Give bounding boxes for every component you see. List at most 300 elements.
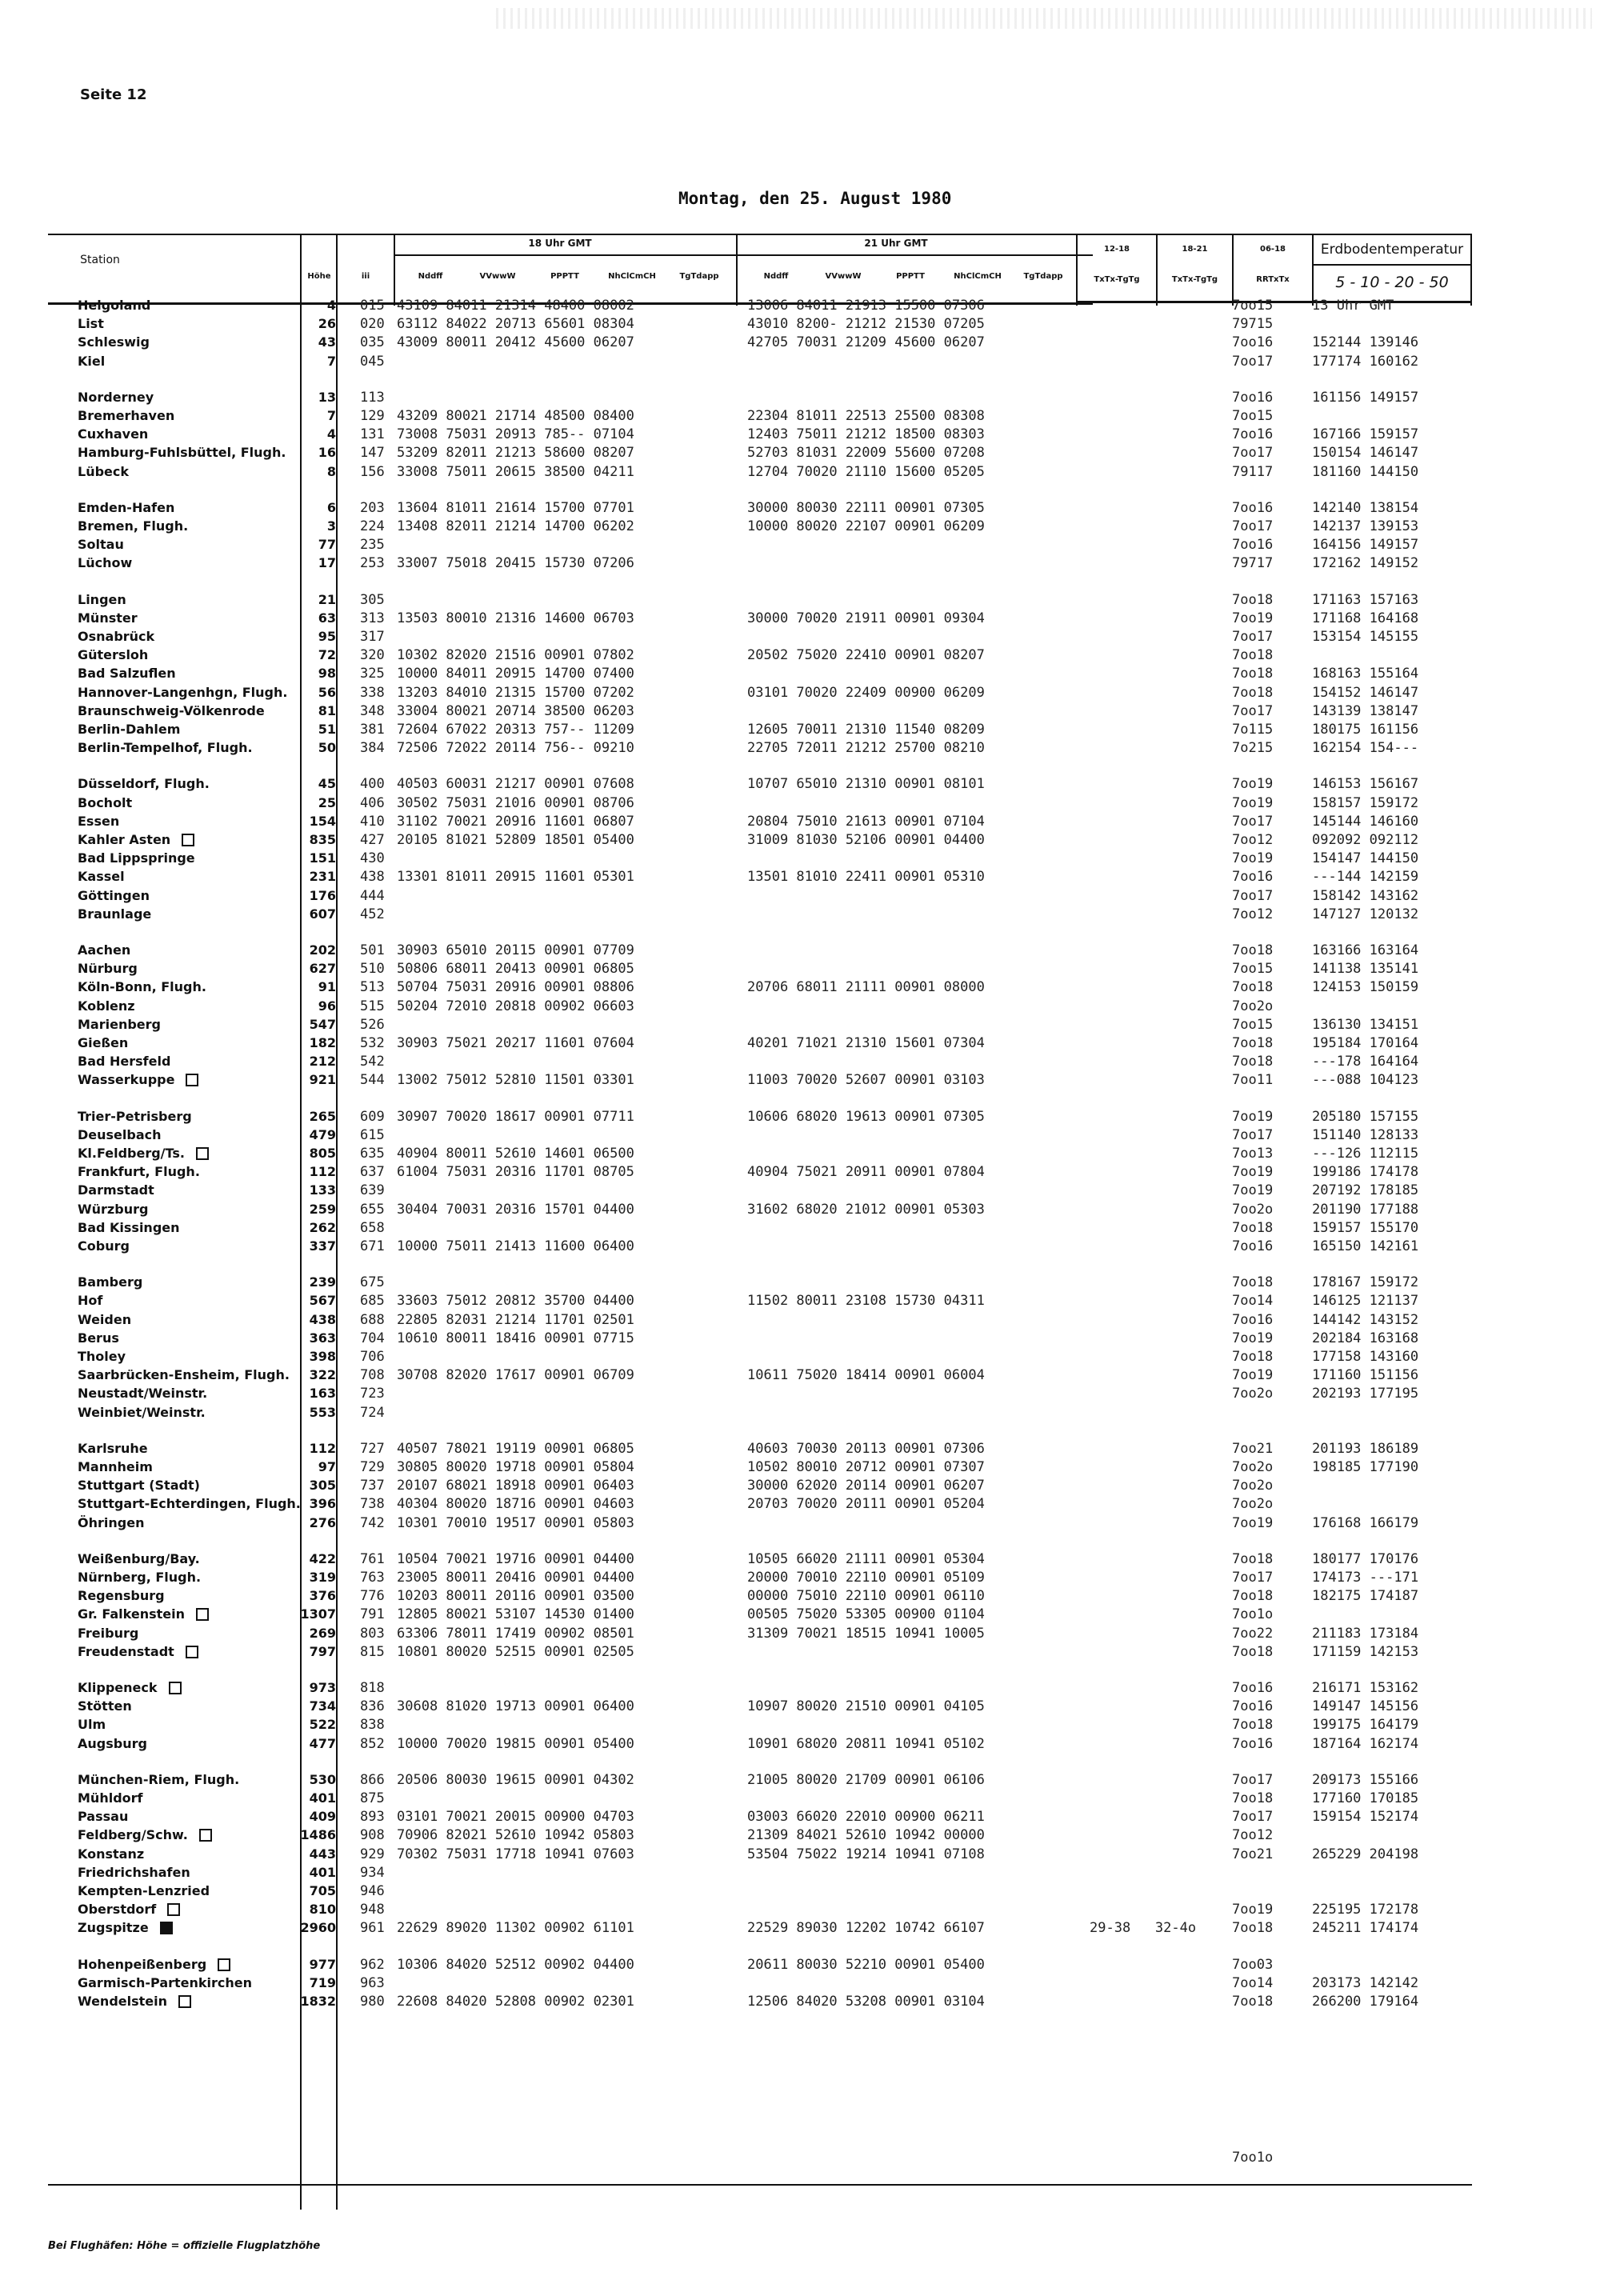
station-iii: 113: [360, 389, 385, 406]
station-name: Karlsruhe: [78, 1440, 148, 1456]
station-name: Hof: [78, 1293, 103, 1309]
station-iii: 253: [360, 555, 385, 572]
erdboden-code: 7oo19: [1232, 1514, 1274, 1531]
station-iii: 980: [360, 1994, 385, 2010]
square-icon: [186, 1074, 198, 1086]
station-name: Friedrichshafen: [78, 1864, 190, 1880]
obs-21-gmt: 12605 70011 21310 11540 08209: [747, 722, 985, 738]
erdboden-values: 177174 160162: [1312, 353, 1419, 370]
station-hoehe: 7: [326, 353, 336, 369]
obs-21-gmt: 10502 80010 20712 00901 07307: [747, 1459, 985, 1475]
erdboden-values: ---178 164164: [1312, 1054, 1419, 1070]
station-iii: 708: [360, 1367, 385, 1384]
obs-21-gmt: 22529 89030 12202 10742 66107: [747, 1920, 985, 1937]
obs-18-gmt: 30708 82020 17617 00901 06709: [397, 1367, 634, 1384]
station-iii: 637: [360, 1164, 385, 1181]
erdboden-code: 7oo16: [1232, 537, 1274, 554]
station-iii: 305: [360, 591, 385, 608]
obs-21-gmt: 40603 70030 20113 00901 07306: [747, 1440, 985, 1457]
station-iii: 893: [360, 1809, 385, 1826]
erdboden-code: 7oo19: [1232, 1164, 1274, 1181]
station-iii: 131: [360, 426, 385, 443]
group-18-header: 18 Uhr GMT: [528, 238, 592, 249]
erdboden-code: 7oo19: [1232, 1182, 1274, 1199]
obs-21-gmt: 00505 75020 53305 00900 01104: [747, 1606, 985, 1623]
erdboden-code: 7oo19: [1232, 1108, 1274, 1125]
obs-18-gmt: 10301 70010 19517 00901 05803: [397, 1514, 634, 1531]
station-iii: 738: [360, 1496, 385, 1513]
erdboden-depths: 5 - 10 - 20 - 50: [1335, 274, 1449, 291]
station-name: Klippeneck: [78, 1680, 158, 1695]
obs-21-gmt: 52703 81031 22009 55600 07208: [747, 445, 985, 462]
station-hoehe: 21: [318, 591, 336, 607]
obs-21-gmt: 10907 80020 21510 00901 04105: [747, 1698, 985, 1715]
erdboden-code: 7oo17: [1232, 518, 1274, 534]
obs-21-gmt: 10606 68020 19613 00901 07305: [747, 1108, 985, 1125]
footnote: Bei Flughäfen: Höhe = offizielle Flugplatzhöhe: [48, 2240, 321, 2252]
erdboden-values: 198185 177190: [1312, 1459, 1419, 1475]
erdboden-header: Erdbodentemperatur: [1320, 242, 1464, 258]
station-hoehe: 376: [309, 1588, 336, 1604]
station-iii: 384: [360, 740, 385, 757]
square-icon: [169, 1682, 182, 1694]
erdboden-values: 147127 120132: [1312, 906, 1419, 922]
station-iii: 704: [360, 1330, 385, 1346]
erdboden-code: 7oo13: [1232, 1146, 1274, 1162]
station-hoehe: 567: [309, 1293, 336, 1309]
station-hoehe: 262: [309, 1219, 336, 1235]
station-hoehe: 401: [309, 1864, 336, 1880]
obs-21-gmt: 10901 68020 20811 10941 05102: [747, 1735, 985, 1752]
erdboden-code: 7oo16: [1232, 1680, 1274, 1696]
erdboden-code: 7oo17: [1232, 1570, 1274, 1586]
station-iii: 776: [360, 1588, 385, 1605]
station-hoehe: 705: [309, 1883, 336, 1898]
station-iii: 510: [360, 961, 385, 978]
erdboden-values: 207192 178185: [1312, 1182, 1419, 1199]
obs-18-gmt: 13301 81011 20915 11601 05301: [397, 869, 634, 886]
obs-21-gmt: 40904 75021 20911 00901 07804: [747, 1164, 985, 1181]
obs-21-gmt: 31009 81030 52106 00901 04400: [747, 832, 985, 848]
obs-18-gmt: 70906 82021 52610 10942 05803: [397, 1827, 634, 1844]
erdboden-code: 7oo17: [1232, 887, 1274, 904]
obs-18-gmt: 10306 84020 52512 00902 04400: [397, 1956, 634, 1973]
obs-21-gmt: 11003 70020 52607 00901 03103: [747, 1072, 985, 1089]
station-iii: 400: [360, 776, 385, 793]
station-iii: 427: [360, 832, 385, 848]
erdboden-values: 205180 157155: [1312, 1108, 1419, 1125]
obs-18-gmt: 50806 68011 20413 00901 06805: [397, 961, 634, 978]
erdboden-values: 195184 170164: [1312, 1035, 1419, 1051]
obs-21-gmt: 12403 75011 21212 18500 08303: [747, 426, 985, 443]
station-name: Bamberg: [78, 1274, 143, 1290]
obs-21-gmt: 03101 70020 22409 00900 06209: [747, 684, 985, 701]
group-divider: [736, 234, 738, 306]
obs-18-gmt: 33008 75011 20615 38500 04211: [397, 463, 634, 480]
station-name: Braunlage: [78, 906, 152, 922]
station-hoehe: 239: [309, 1274, 336, 1290]
station-hoehe: 835: [309, 832, 336, 847]
station-hoehe: 95: [318, 629, 336, 644]
obs-21-gmt: 10000 80020 22107 00901 06209: [747, 518, 985, 534]
station-iii: 875: [360, 1790, 385, 1806]
erdboden-values: 159157 155170: [1312, 1219, 1419, 1236]
station-iii: 320: [360, 647, 385, 664]
obs-18-gmt: 22805 82031 21214 11701 02501: [397, 1311, 634, 1328]
station-hoehe: 553: [309, 1404, 336, 1420]
obs-21-gmt: 20502 75020 22410 00901 08207: [747, 647, 985, 664]
obs-18-gmt: 33603 75012 20812 35700 04400: [397, 1293, 634, 1310]
station-hoehe: 305: [309, 1478, 336, 1494]
station-hoehe: 322: [309, 1367, 336, 1383]
station-iii: 737: [360, 1478, 385, 1494]
obs-18-gmt: 30502 75031 21016 00901 08706: [397, 794, 634, 811]
obs-21-gmt: 30000 70020 21911 00901 09304: [747, 610, 985, 626]
erdboden-code: 7oo19: [1232, 1330, 1274, 1346]
erdboden-code: 7oo19: [1232, 610, 1274, 626]
station-name: Aachen: [78, 942, 131, 958]
station-iii: 526: [360, 1016, 385, 1033]
station-name: Bad Hersfeld: [78, 1054, 171, 1070]
obs-18-gmt: 61004 75031 20316 11701 08705: [397, 1164, 634, 1181]
obs-18-gmt: 33004 80021 20714 38500 06203: [397, 702, 634, 719]
station-name: Essen: [78, 813, 120, 829]
erdboden-values: 151140 128133: [1312, 1126, 1419, 1143]
station-iii: 929: [360, 1846, 385, 1862]
ext-header-rule: [1076, 301, 1472, 303]
station-hoehe: 26: [318, 316, 336, 332]
station-name: Gießen: [78, 1035, 129, 1050]
obs-21-gmt: 20611 80030 52210 00901 05400: [747, 1956, 985, 1973]
station-name: Feldberg/Schw.: [78, 1827, 188, 1843]
filled-square-icon: [160, 1922, 173, 1934]
erdboden-code: 7oo16: [1232, 869, 1274, 886]
erdboden-values: 168163 155164: [1312, 666, 1419, 682]
station-name: Neustadt/Weinstr.: [78, 1386, 208, 1402]
obs-21-gmt: 12704 70020 21110 15600 05205: [747, 463, 985, 480]
obs-18-gmt: 33007 75018 20415 15730 07206: [397, 555, 634, 572]
obs-21-gmt: 12506 84020 53208 00901 03104: [747, 1994, 985, 2010]
station-iii: 761: [360, 1550, 385, 1567]
station-hoehe: 112: [309, 1440, 336, 1456]
erdboden-code: 7oo15: [1232, 1016, 1274, 1033]
station-hoehe: 2960: [300, 1920, 336, 1936]
obs-18-gmt: 13002 75012 52810 11501 03301: [397, 1072, 634, 1089]
station-hoehe: 607: [309, 906, 336, 922]
erdboden-code: 7oo1o: [1232, 1606, 1274, 1623]
station-hoehe: 50: [318, 740, 336, 756]
erdboden-code: 7oo22: [1232, 1625, 1274, 1642]
square-icon: [182, 834, 194, 846]
erdboden-values: 167166 159157: [1312, 426, 1419, 443]
station-name: Wendelstein: [78, 1994, 168, 2009]
station-iii: 908: [360, 1827, 385, 1844]
erdboden-code: 7oo17: [1232, 1771, 1274, 1788]
station-name: Augsburg: [78, 1735, 147, 1751]
station-iii: 963: [360, 1974, 385, 1991]
station-hoehe: 530: [309, 1771, 336, 1787]
erdboden-values: 177158 143160: [1312, 1349, 1419, 1365]
station-iii: 836: [360, 1698, 385, 1715]
erdboden-code: 7oo17: [1232, 629, 1274, 645]
station-hoehe: 269: [309, 1625, 336, 1641]
station-iii: 724: [360, 1404, 385, 1421]
obs-21-gmt: 10505 66020 21111 00901 05304: [747, 1550, 985, 1567]
erdboden-code: 7oo18: [1232, 1219, 1274, 1236]
station-name: Stuttgart-Echterdingen, Flugh.: [78, 1496, 301, 1512]
erdboden-code: 7oo2o: [1232, 1496, 1274, 1513]
station-name: Münster: [78, 610, 138, 626]
col-18-nddff: Nddff: [418, 272, 443, 281]
station-iii: 338: [360, 684, 385, 701]
erdboden-code: 7oo12: [1232, 832, 1274, 848]
station-hoehe: 77: [318, 537, 336, 553]
erdboden-values: 180175 161156: [1312, 722, 1419, 738]
obs-18-gmt: 70302 75031 17718 10941 07603: [397, 1846, 634, 1862]
station-name: Bad Kissingen: [78, 1219, 180, 1235]
station-iii: 723: [360, 1386, 385, 1402]
station-hoehe: 973: [309, 1680, 336, 1695]
station-iii: 815: [360, 1643, 385, 1660]
obs-18-gmt: 40304 80020 18716 00901 04603: [397, 1496, 634, 1513]
station-iii: 615: [360, 1126, 385, 1143]
erdboden-values: 142140 138154: [1312, 499, 1419, 516]
station-hoehe: 443: [309, 1846, 336, 1862]
station-name: Bremerhaven: [78, 408, 175, 423]
station-hoehe: 921: [309, 1072, 336, 1088]
station-hoehe: 401: [309, 1790, 336, 1806]
station-iii: 438: [360, 869, 385, 886]
obs-18-gmt: 13604 81011 21614 15700 07701: [397, 499, 634, 516]
obs-18-gmt: 73008 75031 20913 785-- 07104: [397, 426, 634, 443]
obs-21-gmt: 13501 81010 22411 00901 05310: [747, 869, 985, 886]
iii-column-rule: [394, 234, 395, 306]
station-iii: 729: [360, 1459, 385, 1475]
station-name: Oberstdorf: [78, 1902, 157, 1918]
station-name: Koblenz: [78, 998, 135, 1014]
erdboden-values: 13 Uhr GMT: [1312, 298, 1394, 314]
station-name: Weißenburg/Bay.: [78, 1550, 200, 1566]
erdboden-code: 7oo12: [1232, 1827, 1274, 1844]
scan-artifact: [496, 8, 1592, 29]
erdboden-code: 7oo18: [1232, 591, 1274, 608]
station-name: Darmstadt: [78, 1182, 154, 1198]
obs-18-gmt: 23005 80011 20416 00901 04400: [397, 1570, 634, 1586]
station-name: Würzburg: [78, 1201, 149, 1217]
obs-21-gmt: 00000 75010 22110 00901 06110: [747, 1588, 985, 1605]
station-hoehe: 797: [309, 1643, 336, 1659]
obs-21-gmt: 31309 70021 18515 10941 10005: [747, 1625, 985, 1642]
station-hoehe: 43: [318, 334, 336, 350]
station-iii: 655: [360, 1201, 385, 1218]
erdboden-code: 79117: [1232, 463, 1274, 480]
hoehe-header: Höhe: [307, 272, 331, 281]
obs-18-gmt: 40507 78021 19119 00901 06805: [397, 1440, 634, 1457]
erdboden-code: 7oo17: [1232, 702, 1274, 719]
station-name: Nürburg: [78, 961, 138, 977]
obs-21-gmt: 43010 8200- 21212 21530 07205: [747, 316, 985, 333]
station-hoehe: 477: [309, 1735, 336, 1751]
station-name: Gütersloh: [78, 647, 149, 663]
obs-18-gmt: 43009 80011 20412 45600 06207: [397, 334, 634, 351]
station-hoehe: 438: [309, 1311, 336, 1327]
erdboden-values: 161156 149157: [1312, 389, 1419, 406]
station-name: Kahler Asten: [78, 832, 171, 847]
station-name: Osnabrück: [78, 629, 155, 644]
erdboden-code: 7oo11: [1232, 1072, 1274, 1089]
station-iii: 962: [360, 1956, 385, 1973]
erdboden-code: 7oo18: [1232, 647, 1274, 664]
station-hoehe: 1307: [300, 1606, 336, 1622]
station-hoehe: 182: [309, 1035, 336, 1050]
station-name: Trier-Petrisberg: [78, 1108, 192, 1124]
erdboden-values: 171168 164168: [1312, 610, 1419, 626]
erdboden-values: 153154 145155: [1312, 629, 1419, 645]
station-iii: 763: [360, 1570, 385, 1586]
erdboden-values: 201193 186189: [1312, 1440, 1419, 1457]
station-name: Berus: [78, 1330, 119, 1346]
obs-18-gmt: 10000 84011 20915 14700 07400: [397, 666, 634, 682]
station-name: Tholey: [78, 1349, 126, 1364]
erdboden-code: 7oo21: [1232, 1846, 1274, 1862]
obs-18-gmt: 10203 80011 20116 00901 03500: [397, 1588, 634, 1605]
erdboden-values: 149147 145156: [1312, 1698, 1419, 1715]
station-iii: 045: [360, 353, 385, 370]
erdboden-code: 7oo19: [1232, 850, 1274, 867]
station-name: Wasserkuppe: [78, 1072, 175, 1088]
station-hoehe: 1486: [300, 1827, 336, 1843]
station-hoehe: 13: [318, 389, 336, 405]
ext-12-18-header: 12-18: [1104, 245, 1130, 254]
station-iii: 501: [360, 942, 385, 958]
station-name: Ulm: [78, 1717, 106, 1733]
station-hoehe: 97: [318, 1459, 336, 1474]
station-iii: 609: [360, 1108, 385, 1125]
station-iii: 444: [360, 887, 385, 904]
erdboden-code: 7oo19: [1232, 1902, 1274, 1918]
erdboden-values: 266200 179164: [1312, 1994, 1419, 2010]
station-name: Lüchow: [78, 555, 133, 571]
station-hoehe: 51: [318, 722, 336, 737]
obs-21-gmt: 11502 80011 23108 15730 04311: [747, 1293, 985, 1310]
station-iii: 961: [360, 1920, 385, 1937]
erdboden-values: 162154 154---: [1312, 740, 1419, 757]
erdboden-code: 7oo14: [1232, 1293, 1274, 1310]
station-name: München-Riem, Flugh.: [78, 1771, 240, 1787]
erdboden-code: 7oo18: [1232, 942, 1274, 958]
obs-21-gmt: 40201 71021 21310 15601 07304: [747, 1035, 985, 1051]
erdboden-values: 182175 174187: [1312, 1588, 1419, 1605]
station-iii: 706: [360, 1349, 385, 1365]
extreme-values: 29-38 32-4o: [1090, 1920, 1197, 1937]
obs-18-gmt: 63112 84022 20713 65601 08304: [397, 316, 634, 333]
station-iii: 325: [360, 666, 385, 682]
station-hoehe: 319: [309, 1570, 336, 1585]
erdboden-values: 245211 174174: [1312, 1920, 1419, 1937]
col-18-clouds: NhClCmCH: [608, 272, 656, 281]
obs-18-gmt: 10504 70021 19716 00901 04400: [397, 1550, 634, 1567]
station-hoehe: 6: [326, 499, 336, 515]
erdboden-values: 201190 177188: [1312, 1201, 1419, 1218]
erdboden-code: 7oo2o: [1232, 1478, 1274, 1494]
erdboden-code: 7oo16: [1232, 426, 1274, 443]
obs-18-gmt: 30404 70031 20316 15701 04400: [397, 1201, 634, 1218]
obs-18-gmt: 72604 67022 20313 757-- 11209: [397, 722, 634, 738]
erdboden-values: 202193 177195: [1312, 1386, 1419, 1402]
square-icon: [186, 1646, 198, 1658]
col-21-ppptt: PPPTT: [896, 272, 925, 281]
station-iii: 348: [360, 702, 385, 719]
erdboden-code: 7oo19: [1232, 1367, 1274, 1384]
erdboden-values: 150154 146147: [1312, 445, 1419, 462]
station-iii: 688: [360, 1311, 385, 1328]
erdboden-code: 7oo15: [1232, 961, 1274, 978]
obs-18-gmt: 13203 84010 21315 15700 07202: [397, 684, 634, 701]
station-name: Konstanz: [78, 1846, 145, 1862]
erdboden-code: 7oo16: [1232, 1735, 1274, 1752]
col-18-vvwww: VVwwW: [479, 272, 516, 281]
erdboden-values: 178167 159172: [1312, 1274, 1419, 1291]
station-hoehe: 396: [309, 1496, 336, 1512]
obs-18-gmt: 30608 81020 19713 00901 06400: [397, 1698, 634, 1715]
station-name: Lübeck: [78, 463, 130, 479]
obs-18-gmt: 22608 84020 52808 00902 02301: [397, 1994, 634, 2010]
obs-18-gmt: 20107 68021 18918 00901 06403: [397, 1478, 634, 1494]
erdboden-values: 172162 149152: [1312, 555, 1419, 572]
station-name: Nürnberg, Flugh.: [78, 1570, 202, 1585]
station-hoehe: 1832: [300, 1994, 336, 2009]
station-name: Köln-Bonn, Flugh.: [78, 979, 206, 995]
station-iii: 515: [360, 998, 385, 1014]
iii-header: iii: [361, 272, 370, 281]
obs-18-gmt: 10610 80011 18416 00901 07715: [397, 1330, 634, 1346]
table-top-rule: [48, 234, 1093, 235]
station-iii: 035: [360, 334, 385, 351]
obs-18-gmt: 40503 60031 21217 00901 07608: [397, 776, 634, 793]
obs-21-gmt: 31602 68020 21012 00901 05303: [747, 1201, 985, 1218]
erdboden-code: 7oo16: [1232, 1238, 1274, 1254]
erdboden-code: 7oo18: [1232, 1588, 1274, 1605]
erdboden-values: 180177 170176: [1312, 1550, 1419, 1567]
erdboden-code: 7oo19: [1232, 776, 1274, 793]
station-name: Schleswig: [78, 334, 150, 350]
erdboden-code: 7oo18: [1232, 666, 1274, 682]
obs-18-gmt: 13503 80010 21316 14600 06703: [397, 610, 634, 626]
erdboden-code: 7oo1o: [1232, 2150, 1274, 2166]
obs-18-gmt: 30903 75021 20217 11601 07604: [397, 1035, 634, 1051]
obs-21-gmt: 20804 75010 21613 00901 07104: [747, 813, 985, 830]
station-hoehe: 8: [326, 463, 336, 479]
station-iii: 381: [360, 722, 385, 738]
erdboden-code: 7oo03: [1232, 1956, 1274, 1973]
station-iii: 410: [360, 813, 385, 830]
station-hoehe: 154: [309, 813, 336, 829]
station-hoehe: 276: [309, 1514, 336, 1530]
station-name: Emden-Hafen: [78, 499, 175, 515]
erdboden-values: 164156 149157: [1312, 537, 1419, 554]
obs-18-gmt: 12805 80021 53107 14530 01400: [397, 1606, 634, 1623]
erdboden-code: 7oo18: [1232, 684, 1274, 701]
erdboden-code: 7oo17: [1232, 353, 1274, 370]
obs-18-gmt: 13408 82011 21214 14700 06202: [397, 518, 634, 534]
obs-21-gmt: 53504 75022 19214 10941 07108: [747, 1846, 985, 1862]
station-hoehe: 202: [309, 942, 336, 958]
station-iii: 452: [360, 906, 385, 922]
erdboden-values: 146125 121137: [1312, 1293, 1419, 1310]
obs-18-gmt: 03101 70021 20015 00900 04703: [397, 1809, 634, 1826]
station-hoehe: 734: [309, 1698, 336, 1714]
erdboden-code: 79715: [1232, 316, 1274, 333]
